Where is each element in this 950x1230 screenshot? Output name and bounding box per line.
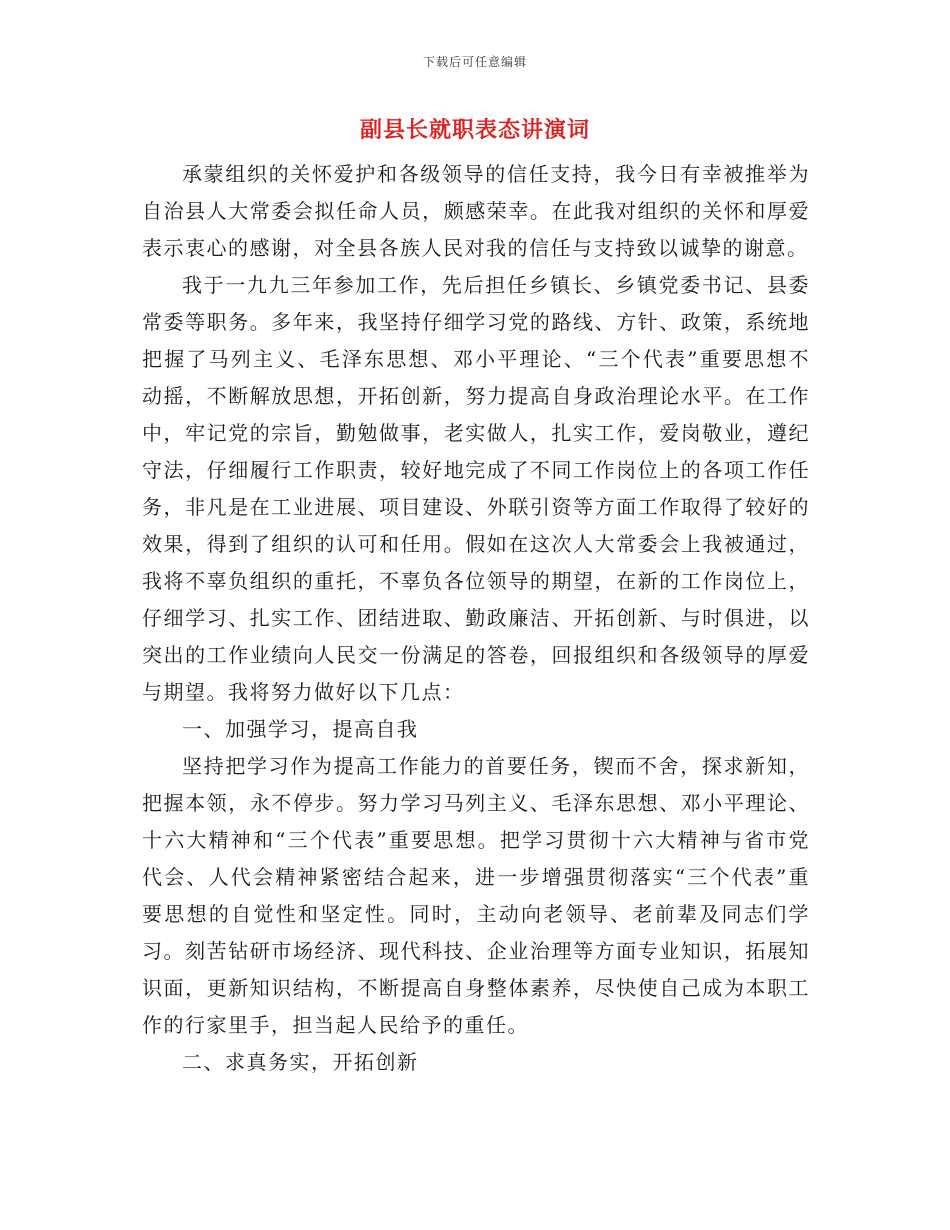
paragraph-experience: 我于一九九三年参加工作，先后担任乡镇长、乡镇党委书记、县委常委等职务。多年来，我坚持仔细学习党的路线、方针、政策，系统地把握了马列主义、毛泽东思想、邓小平理论、“三个代表”重要思想不动摇，不断解放思想，开拓创新，努力提高自身政治理论水平。在工作中，牢记党的宗旨，勤勉做事，老实做人，扎实工作，爱岗敬业，遵纪守法，仔细履行工作职责，较好地完成了不同工作岗位上的各项工作任务，非凡是在工业进展、项目建设、外联引资等方面工作取得了较好的效果，得到了组织的认可和任用。假如在这次人大常委会上我被通过，我将不辜负组织的重托，不辜负各位领导的期望，在新的工作岗位上，仔细学习、扎实工作、团结进取、勤政廉洁、开拓创新、与时俱进，以突出的工作业绩向人民交一份满足的答卷，回报组织和各级领导的厚爱与期望。我将努力做好以下几点： <box>142 273 810 704</box>
page-header-note: 下载后可任意编辑 <box>422 55 527 69</box>
section-heading-1: 一、加强学习，提高自我 <box>182 717 419 741</box>
paragraph-study: 坚持把学习作为提高工作能力的首要任务，锲而不舍，探求新知，把握本领，永不停步。努力学习马列主义、毛泽东思想、邓小平理论、十六大精神和“三个代表”重要思想。把学习贯彻十六大精神与省市党代会、人代会精神紧密结合起来，进一步增强贯彻落实“三个代表”重要思想的自觉性和坚定性。同时，主动向老领导、老前辈及同志们学习。刻苦钻研市场经济、现代科技、企业治理等方面专业知识，拓展知识面，更新知识结构，不断提高自身整体素养，尽快使自己成为本职工作的行家里手，担当起人民给予的重任。 <box>142 754 810 1037</box>
paragraph-intro: 承蒙组织的关怀爱护和各级领导的信任支持，我今日有幸被推举为自治县人大常委会拟任命人员，颇感荣幸。在此我对组织的关怀和厚爱表示衷心的感谢，对全县各族人民对我的信任与支持致以诚挚的谢意。 <box>142 162 810 260</box>
document-body <box>142 156 810 1081</box>
document-title: 副县长就职表态讲演词 <box>359 117 590 143</box>
section-heading-2: 二、求真务实，开拓创新 <box>182 1050 419 1074</box>
